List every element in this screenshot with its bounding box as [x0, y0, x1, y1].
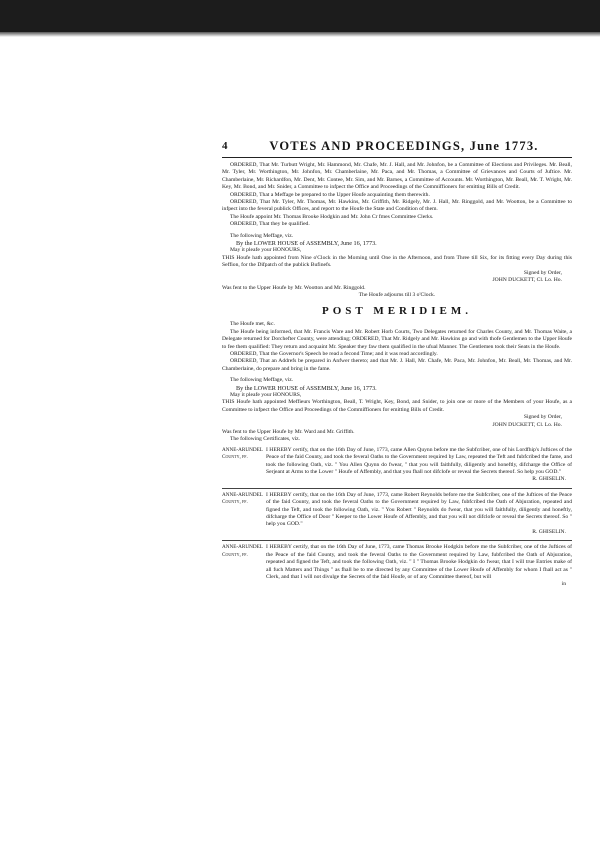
following-certificates-label: The following Certificates, viz.: [230, 436, 301, 443]
message-two: [222, 385, 572, 437]
page-number: 4: [222, 140, 228, 152]
message-body: THIS Houfe hath appointed from Nine o'Clock in the Morning until One in the Afternoon, and from Three till Six, for its fitting every Day during this Seffion, for the Difpatch of the publick Bufinefs.: [222, 254, 572, 269]
order-paragraph: ORDERED, That Mr. Turbutt Wright, Mr. Hammond, Mr. Chafe, Mr. J. Hall, and Mr. Johnfon, be a Committee of Elections and Privileges. Mr. Beall, Mr. Tyler, Mr. Worthington, Mr. Johnfon, Mr. Chamberlaine, Mr. Paca, and Mr. Thomas, a Committee of Grievances and Courts of Juftice. Mr. Chamberlaine, Mr. Richardfon, Mr. Dent, Mr. Contee, Mr. Sim, and Mr. Barnes, a Committee of Accounts. Mr. Worthington, Mr. Beall, Mr. T. Wright, Mr. Key, Mr. Bond, and Mr. Snider, a Committee to infpect the Office and Proceedings of the Commiffioners for emitting Bills of Credit.: [222, 162, 572, 191]
message-body: THIS Houfe hath appointed Meffieurs Worthington, Beall, T. Wright, Key, Bond, and Snider, to join one or more of the Members of your Houfe, as a Committee to infpect the Office and Proceedings of the Commiffioners for emitting Bills of Credit.: [222, 399, 572, 413]
certificate-signer: R. GHISELIN.: [532, 528, 566, 535]
certificate-signer: R. GHISELIN.: [532, 476, 566, 483]
order-paragraph: ORDERED, That they be qualified.: [230, 221, 310, 228]
message-signature: JOHN DUCKETT, Cl. Lo. Ho.: [492, 277, 562, 284]
order-paragraph: ORDERED, That a Meffage be prepared to the Upper Houfe acquainting them therewith.: [230, 191, 430, 198]
afternoon-proceedings: [222, 321, 572, 373]
following-message-label: The following Meffage, viz.: [230, 377, 294, 384]
message-signed-by: Signed by Order,: [523, 269, 562, 276]
certificate-county: ANNE-ARUNDEL County, ff.: [222, 544, 263, 558]
message-salutation: May it pleafe your HONOURS,: [230, 247, 302, 254]
certificate: [222, 447, 572, 489]
proceeding-paragraph: ORDERED, That the Governor's Speech be read a fecond Time; and it was read accordingly.: [230, 350, 438, 357]
certificate: [222, 544, 572, 588]
running-head: VOTES AND PROCEEDINGS, June 1773.: [269, 139, 539, 153]
message-signature: JOHN DUCKETT, Cl. Lo. Ho.: [492, 421, 562, 428]
message-salutation: May it pleafe your HONOURS,: [230, 391, 302, 398]
catchword: in: [561, 581, 566, 588]
message-sent-to: Was fent to the Upper Houfe by Mr. Ward and Mr. Griffith.: [222, 429, 355, 435]
message-signed-by: Signed by Order,: [523, 414, 562, 421]
certificate-body: I HEREBY certify, that on the 16th Day of June, 1773, came Allen Quynn before me the Subfcriber, one of his Lordfhip's Juftices of the Peace of the faid County, and took the feveral Oaths to the Government required by Law, repeated the Teft and fubfcribed the fame, and took the following Oath, viz. " You Allen Quynn do fwear, " that you will faithfully, diligently and honeftly, difcharge the Office of Serjeant at Arms to the Lower " Houfe of Affembly, and that you fhall not difclofe or reveal the Secrets thereof. So help you GOD.": [266, 446, 572, 476]
message-sent-to: Was fent to the Upper Houfe by Mr. Wootton and Mr. Ringgold.: [222, 284, 366, 291]
page-header: [222, 140, 572, 154]
scan-top-shadow: [0, 32, 600, 37]
proceeding-paragraph: The Houfe met, &c.: [230, 321, 275, 328]
section-title: POST MERIDIEM.: [322, 305, 472, 318]
following-message-label: The following Meffage, viz.: [230, 232, 294, 239]
proceeding-paragraph: ORDERED, That an Addrefs be prepared in Anfwer thereto; and that Mr. J. Hall, Mr. Chafe, Mr. Paca, Mr. Johnfon, Mr. Beall, Mr. Thomas, and Mr. Chamberlaine, do prepare and bring in the fame.: [222, 358, 572, 372]
committee-orders: [222, 162, 572, 229]
header-rule: [222, 157, 572, 158]
order-paragraph: ORDERED, That Mr. Tyler, Mr. Thomas, Mr. Hawkins, Mr. Griffith, Mr. Ridgely, Mr. J. Hall, Mr. Ringgold, and Mr. Wootton, be a Committee to infpect into the feveral publick Offices, and report to the Houfe the State and Condition of them.: [222, 199, 572, 213]
certificate-county: ANNE-ARUNDEL County, ff.: [222, 491, 263, 506]
certificate-body: I HEREBY certify, that on the 16th Day of June, 1773, came Robert Reynolds before me the Subfcriber, one of the Juftices of the Peace of the faid County, and took the feveral Oaths to the Government required by Law, fubfcribed the Oath of Abjuration, repeated and figned the Teft, and took the following Oath, viz. " You Robert " Reynolds do fwear, that you will faithfully, diligently and honeftly, difcharge the Office of Door " Keeper to the Lower Houfe of Affembly, and that you will not difclofe or reveal the Secrets thereof. So " help you GOD.": [266, 491, 572, 528]
certificate-divider: [222, 540, 572, 541]
certificate-divider: [222, 488, 572, 489]
certificate-county: ANNE-ARUNDEL County, ff.: [222, 446, 263, 461]
adjourn-note: The Houfe adjourns till 3 o'Clock.: [358, 291, 436, 298]
message-heading: By the LOWER HOUSE of ASSEMBLY, June 16, 1773.: [236, 240, 377, 248]
message-heading: By the LOWER HOUSE of ASSEMBLY, June 16, 1773.: [236, 384, 377, 392]
scan-top-edge: [0, 0, 600, 32]
order-paragraph: The Houfe appoint Mr. Thomas Brooke Hodgkin and Mr. John Cr fmes Committee Clerks.: [230, 213, 434, 220]
certificate-body: I HEREBY certify, that on the 16th Day of June, 1773, came Thomas Brooke Hodgkin before me the Subfcriber, one of the Juftices of the Peace of the faid County, and took the feveral Oaths to the Government required by Law, fubfcribed the Oath of Abjuration, repeated and figned the Teft, and took the following Oath, viz. " I " Thomas Brooke Hodgkin do fwear, that I will true Entries make of all fuch Matters and Things " as fhall be to me directed by any Committee of the Lower Houfe of Affembly for whom I fhall act as " Clerk, and that I will not divulge the Secrets of the faid Houfe, or of any Committee thereof, but will: [266, 544, 572, 580]
certificate: [222, 492, 572, 541]
journal-page: [222, 140, 572, 589]
message-one: [222, 240, 572, 299]
proceeding-paragraph: The Houfe being informed, that Mr. Francis Ware and Mr. Robert Horb Courts, Two Delegates returned for Charles County, and Mr. Thomas Waite, a Delegate returned for Dorchefter County, were attending; ORDERED, That Mr. Ridgely and Mr. Hawkins go and with thofe Gentlemen to the Upper Houfe to fee them qualified: They return and acquaint Mr. Speaker they faw them qualified in the ufual Manner. The Gentlemen took their Seats in the Houfe.: [222, 328, 572, 350]
